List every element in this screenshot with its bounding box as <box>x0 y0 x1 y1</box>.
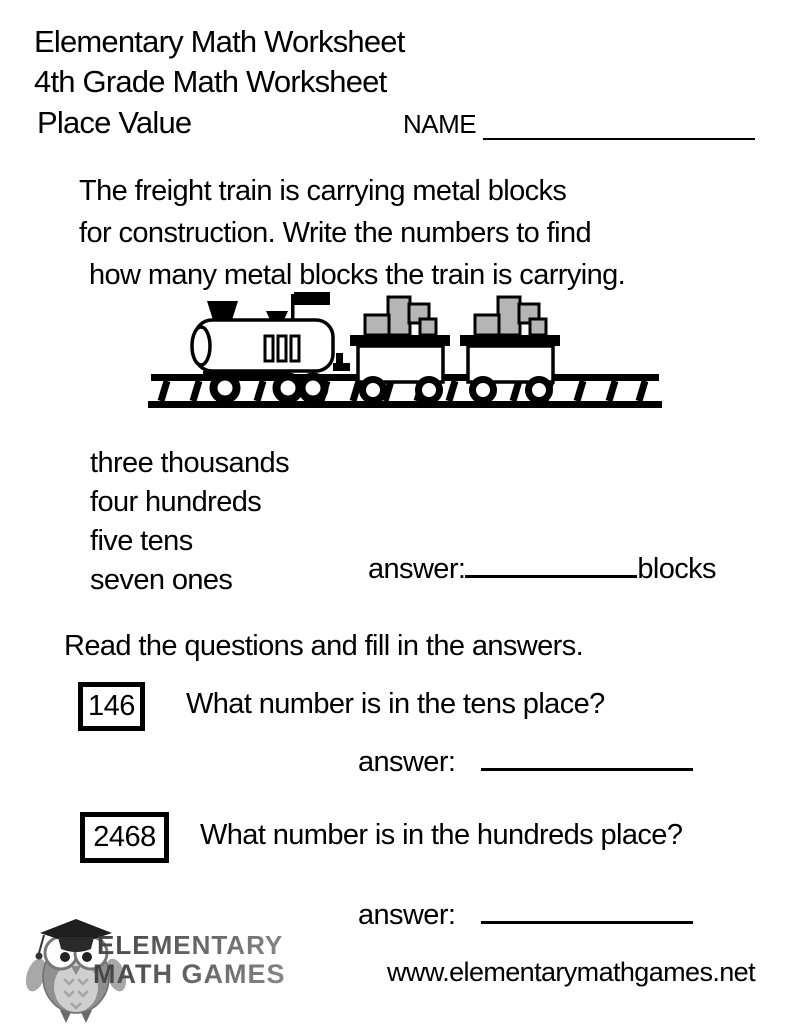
answer-unit-label: blocks <box>637 553 716 585</box>
section-heading: Read the questions and fill in the answers. <box>64 630 584 662</box>
metal-blocks <box>365 297 436 335</box>
name-label: NAME <box>403 109 477 139</box>
clue-item: four hundreds <box>90 486 262 518</box>
clue-list <box>90 444 289 600</box>
answer-blank-line <box>481 767 693 771</box>
clue-item: five tens <box>90 525 193 557</box>
page-subtitle: 4th Grade Math Worksheet <box>34 64 387 99</box>
logo-text-line2: MATH GAMES <box>93 959 286 989</box>
locomotive <box>192 292 350 400</box>
boiler-vents <box>265 336 299 361</box>
instructions-line: how many metal blocks the train is carrying. <box>89 259 626 291</box>
name-field-group <box>403 109 755 140</box>
website-url: www.elementarymathgames.net <box>387 957 755 987</box>
flag-pole <box>291 294 295 322</box>
question-number: 2468 <box>93 821 156 853</box>
logo-text-line1: ELEMENTARY <box>97 932 286 958</box>
answer-blank-line <box>481 920 693 924</box>
question-text: What number is in the hundreds place? <box>200 819 683 851</box>
logo-wordmark <box>93 930 286 989</box>
question-answer-row <box>358 899 693 932</box>
answer-label: answer: <box>368 553 466 585</box>
instructions-line: for construction. Write the numbers to find <box>79 217 592 249</box>
answer-blank-line <box>465 574 637 578</box>
flag <box>294 292 330 305</box>
answer-label: answer: <box>358 746 456 778</box>
train-answer-row <box>368 553 716 586</box>
name-blank-line <box>483 110 755 140</box>
question-text: What number is in the tens place? <box>186 688 605 720</box>
topic-title: Place Value <box>37 105 192 140</box>
question-number: 146 <box>88 690 135 722</box>
instructions-paragraph <box>79 170 625 296</box>
clue-item: seven ones <box>90 564 233 596</box>
freight-wagon <box>350 297 450 401</box>
answer-label: answer: <box>358 899 456 931</box>
question-answer-row <box>358 746 693 779</box>
page-title: Elementary Math Worksheet <box>34 24 405 59</box>
instructions-line: The freight train is carrying metal blocks <box>79 175 567 207</box>
freight-train-illustration <box>145 289 665 410</box>
clue-item: three thousands <box>90 447 289 479</box>
question-number-box <box>80 812 169 863</box>
freight-wagon <box>460 297 560 401</box>
question-number-box <box>78 682 145 731</box>
